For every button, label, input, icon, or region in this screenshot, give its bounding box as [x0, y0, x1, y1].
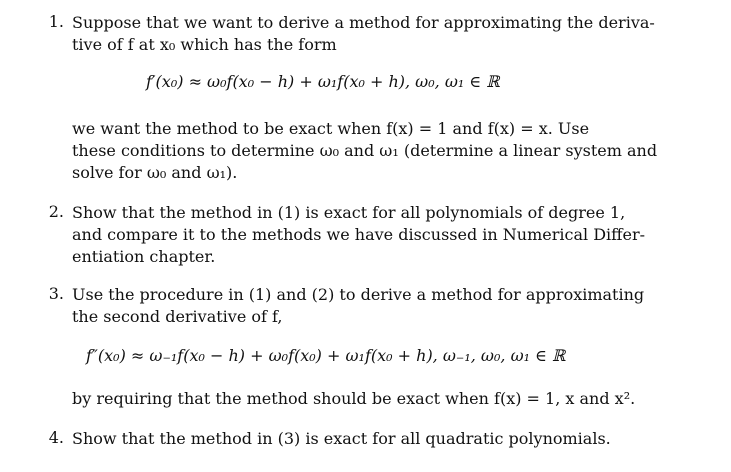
problem-text: [72, 12, 690, 56]
problem-line: Use the procedure in (1) and (2) to derive a method for approximating: [72, 285, 645, 304]
problem-line: by requiring that the method should be exact when f(x) = 1, x and x².: [72, 389, 636, 408]
problem-line: Show that the method in (1) is exact for all polynomials of degree 1,: [72, 203, 626, 222]
problem-line: these conditions to determine ω₀ and ω₁ (determine a linear system and: [72, 141, 658, 160]
problem-text: [72, 284, 690, 328]
problem-text: [72, 428, 690, 450]
problem-1: [40, 12, 690, 56]
problem-number: 2.: [48, 202, 64, 221]
problem-text: [72, 388, 690, 410]
problem-line: Suppose that we want to derive a method for approximating the deriva-: [72, 13, 655, 32]
equation-3: f″(x₀) ≈ ω₋₁f(x₀ − h) + ω₀f(x₀) + ω₁f(x₀ + h), ω₋₁, ω₀, ω₁ ∈ ℝ: [86, 346, 566, 365]
problem-line: and compare it to the methods we have discussed in Numerical Differ-: [72, 225, 646, 244]
problem-2: [40, 202, 690, 268]
equation-1: f′(x₀) ≈ ω₀f(x₀ − h) + ω₁f(x₀ + h), ω₀, ω₁ ∈ ℝ: [146, 72, 500, 91]
problem-number: 1.: [48, 12, 64, 31]
problem-number: 4.: [48, 428, 64, 447]
problem-1-continuation: [40, 118, 690, 184]
problem-line: the second derivative of f,: [72, 307, 283, 326]
problem-line: Show that the method in (3) is exact for all quadratic polynomials.: [72, 429, 611, 448]
problem-3: [40, 284, 690, 328]
problem-line: entiation chapter.: [72, 247, 216, 266]
problem-text: [72, 202, 690, 268]
problem-line: we want the method to be exact when f(x) = 1 and f(x) = x. Use: [72, 119, 590, 138]
problem-3-continuation: [40, 388, 690, 410]
problem-line: solve for ω₀ and ω₁).: [72, 163, 238, 182]
problem-4: [40, 428, 690, 450]
problem-text: [72, 118, 690, 184]
problem-line: tive of f at x₀ which has the form: [72, 35, 337, 54]
problem-number: 3.: [48, 284, 64, 303]
